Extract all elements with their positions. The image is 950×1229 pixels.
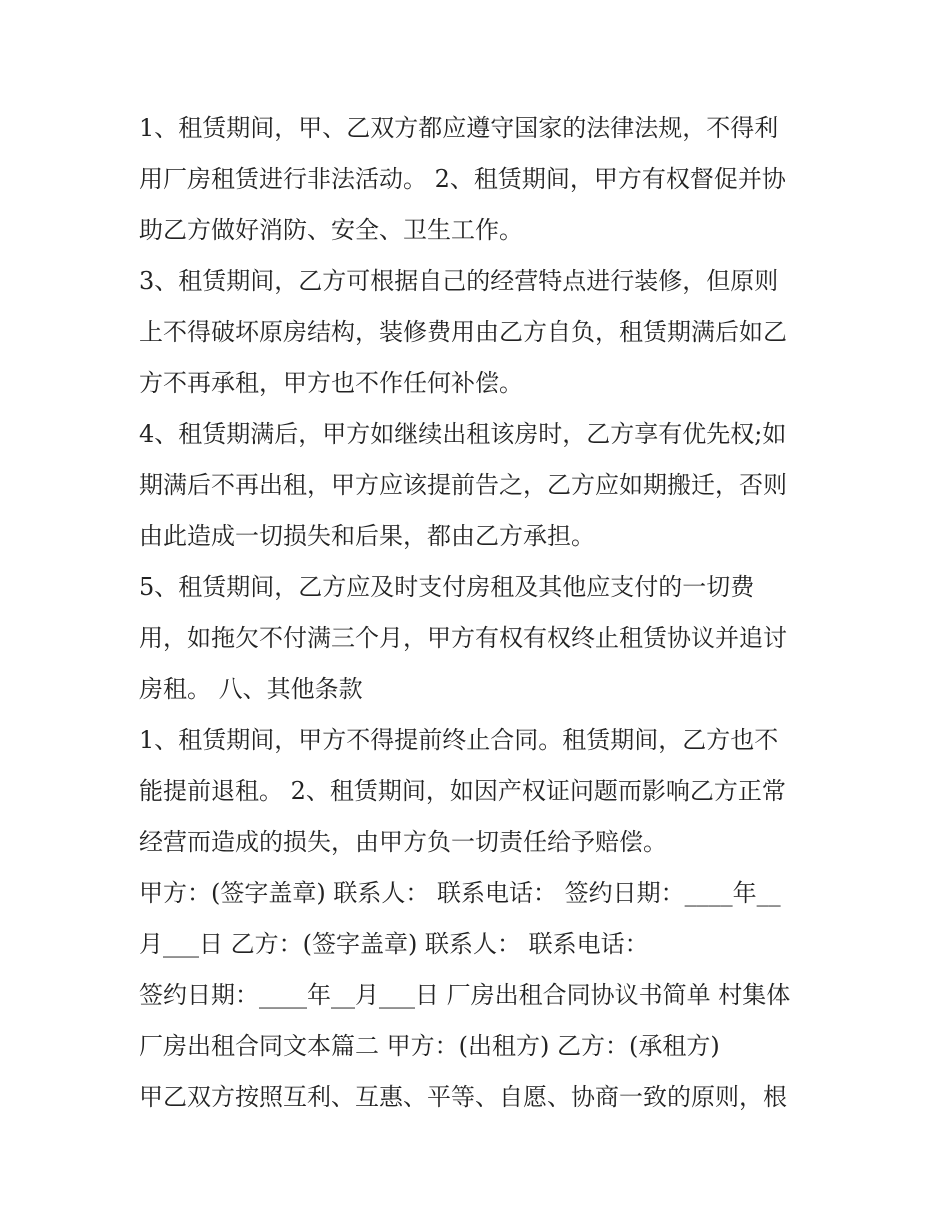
text-line: 1、租赁期间，甲方不得提前终止合同。租赁期间，乙方也不 <box>139 726 779 754</box>
text-line: 上不得破坏原房结构，装修费用由乙方自负，租赁期满后如乙 <box>139 318 787 346</box>
text-line: 月___日 乙方：(签字盖章) 联系人： 联系电话： <box>139 930 649 958</box>
text-line: 厂房出租合同文本篇二 甲方：(出租方) 乙方：(承租方) <box>139 1032 720 1060</box>
text-line: 1、租赁期间，甲、乙双方都应遵守国家的法律法规，不得利 <box>139 114 779 142</box>
text-line: 3、租赁期间，乙方可根据自己的经营特点进行装修，但原则 <box>139 267 779 295</box>
text-line: 用，如拖欠不付满三个月，甲方有权有权终止租赁协议并追讨 <box>139 624 787 652</box>
text-line: 由此造成一切损失和后果，都由乙方承担。 <box>139 522 595 550</box>
text-line: 5、租赁期间，乙方应及时支付房租及其他应支付的一切费 <box>139 573 755 601</box>
text-line: 房租。 八、其他条款 <box>139 675 363 703</box>
text-line: 甲乙双方按照互利、互惠、平等、自愿、协商一致的原则，根 <box>139 1083 787 1111</box>
text-line: 甲方：(签字盖章) 联系人： 联系电话： 签约日期：____年__ <box>139 879 781 907</box>
text-line: 用厂房租赁进行非法活动。 2、租赁期间，甲方有权督促并协 <box>139 165 786 193</box>
text-line: 签约日期：____年__月___日 厂房出租合同协议书简单 村集体 <box>139 981 791 1009</box>
text-line: 方不再承租，甲方也不作任何补偿。 <box>139 369 523 397</box>
text-line: 能提前退租。 2、租赁期间，如因产权证问题而影响乙方正常 <box>139 777 786 805</box>
text-line: 助乙方做好消防、安全、卫生工作。 <box>139 216 523 244</box>
text-line: 期满后不再出租，甲方应该提前告之，乙方应如期搬迁，否则 <box>139 471 787 499</box>
text-line: 4、租赁期满后，甲方如继续出租该房时，乙方享有优先权;如 <box>139 420 787 448</box>
text-line: 经营而造成的损失，由甲方负一切责任给予赔偿。 <box>139 828 667 856</box>
